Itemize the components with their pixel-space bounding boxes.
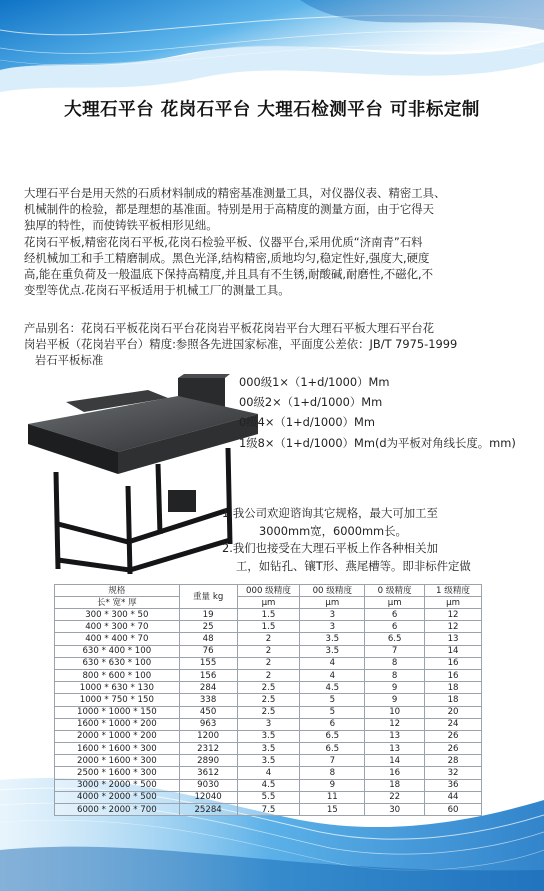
table-cell: 9 bbox=[300, 779, 365, 791]
table-cell: 12040 bbox=[179, 791, 237, 803]
table-cell: 630 * 400 * 100 bbox=[55, 645, 180, 657]
table-cell: 1600 * 1000 * 200 bbox=[55, 718, 180, 730]
header-cell: μm bbox=[300, 597, 365, 609]
table-row bbox=[55, 755, 482, 767]
table-cell: 44 bbox=[425, 791, 482, 803]
table-cell: 2 bbox=[237, 669, 300, 681]
table-cell: 7.5 bbox=[237, 804, 300, 816]
precision-line-00: 00级2×（1+d/1000）Mm bbox=[239, 395, 383, 409]
intro-line: 花岗石平板,精密花岗石平板,花岗石检验平板、仪器平台,采用优质“济南青”石料 bbox=[24, 234, 423, 249]
note-line: 工，如钻孔、镶T形、燕尾槽等。即非标件定做 bbox=[236, 558, 471, 573]
table-cell: 26 bbox=[425, 730, 482, 742]
table-cell: 9030 bbox=[179, 779, 237, 791]
table-cell: 12 bbox=[425, 609, 482, 621]
table-cell: 18 bbox=[425, 682, 482, 694]
table-cell: 20 bbox=[425, 706, 482, 718]
table-cell: 10 bbox=[365, 706, 425, 718]
table-cell: 2500 * 1600 * 300 bbox=[55, 767, 180, 779]
table-row bbox=[55, 694, 482, 706]
table-row bbox=[55, 633, 482, 645]
intro-line: 机械制件的检验，都是理想的基准面。特别是用于高精度的测量方面，由于它得天 bbox=[24, 202, 435, 217]
header-cell: μm bbox=[365, 597, 425, 609]
table-cell: 16 bbox=[425, 657, 482, 669]
table-cell: 1200 bbox=[179, 730, 237, 742]
table-cell: 2.5 bbox=[237, 682, 300, 694]
table-cell: 3.5 bbox=[300, 633, 365, 645]
table-cell: 2890 bbox=[179, 755, 237, 767]
table-cell: 6.5 bbox=[300, 730, 365, 742]
table-cell: 630 * 630 * 100 bbox=[55, 657, 180, 669]
precision-line-0: 0级4×（1+d/1000）Mm bbox=[239, 415, 375, 429]
table-cell: 24 bbox=[425, 718, 482, 730]
table-cell: 3000 * 2000 * 500 bbox=[55, 779, 180, 791]
table-cell: 4 bbox=[300, 669, 365, 681]
table-row bbox=[55, 682, 482, 694]
table-cell: 4 bbox=[300, 657, 365, 669]
table-cell: 7 bbox=[365, 645, 425, 657]
header-cell: μm bbox=[237, 597, 300, 609]
table-cell: 6.5 bbox=[300, 743, 365, 755]
table-cell: 11 bbox=[300, 791, 365, 803]
table-cell: 7 bbox=[300, 755, 365, 767]
table-cell: 400 * 300 * 70 bbox=[55, 621, 180, 633]
header-cell: 规格 bbox=[55, 585, 180, 597]
table-cell: 155 bbox=[179, 657, 237, 669]
table-cell: 963 bbox=[179, 718, 237, 730]
table-cell: 3.5 bbox=[237, 755, 300, 767]
table-cell: 2000 * 1600 * 300 bbox=[55, 755, 180, 767]
table-row bbox=[55, 621, 482, 633]
table-cell: 13 bbox=[365, 730, 425, 742]
precision-line-000: 000级1×（1+d/1000）Mm bbox=[239, 375, 390, 389]
spec-table bbox=[54, 584, 482, 816]
table-row bbox=[55, 743, 482, 755]
table-cell: 300 * 300 * 50 bbox=[55, 609, 180, 621]
notes-block bbox=[222, 505, 522, 575]
table-cell: 2 bbox=[237, 633, 300, 645]
table-row bbox=[55, 730, 482, 742]
table-cell: 8 bbox=[300, 767, 365, 779]
table-cell: 15 bbox=[300, 804, 365, 816]
table-cell: 5 bbox=[300, 694, 365, 706]
table-cell: 3 bbox=[300, 621, 365, 633]
header-cell: 1 级精度 bbox=[425, 585, 482, 597]
intro-line: 经机械加工和手工精磨制成。黑色光泽,结构精密,质地均匀,稳定性好,强度大,硬度 bbox=[24, 250, 430, 265]
header-cell: 重量 kg bbox=[179, 585, 237, 609]
table-cell: 3.5 bbox=[237, 730, 300, 742]
table-cell: 32 bbox=[425, 767, 482, 779]
table-cell: 5 bbox=[300, 706, 365, 718]
intro-paragraph-1 bbox=[24, 185, 520, 298]
table-cell: 14 bbox=[365, 755, 425, 767]
table-cell: 450 bbox=[179, 706, 237, 718]
precision-line-1: 1级8×（1+d/1000）Mm(d为平板对角线长度。mm) bbox=[239, 436, 516, 450]
table-row bbox=[55, 669, 482, 681]
table-cell: 60 bbox=[425, 804, 482, 816]
table-cell: 2 bbox=[237, 657, 300, 669]
table-row bbox=[55, 767, 482, 779]
table-cell: 6000 * 2000 * 700 bbox=[55, 804, 180, 816]
table-cell: 22 bbox=[365, 791, 425, 803]
table-cell: 1600 * 1600 * 300 bbox=[55, 743, 180, 755]
table-cell: 16 bbox=[425, 669, 482, 681]
intro-paragraph-2 bbox=[24, 320, 520, 369]
table-cell: 18 bbox=[365, 779, 425, 791]
table-cell: 25 bbox=[179, 621, 237, 633]
header-cell: 00 级精度 bbox=[300, 585, 365, 597]
table-cell: 26 bbox=[425, 743, 482, 755]
table-cell: 8 bbox=[365, 669, 425, 681]
table-cell: 19 bbox=[179, 609, 237, 621]
table-cell: 6.5 bbox=[365, 633, 425, 645]
table-row bbox=[55, 706, 482, 718]
table-cell: 4.5 bbox=[237, 779, 300, 791]
table-row bbox=[55, 779, 482, 791]
table-cell: 30 bbox=[365, 804, 425, 816]
table-cell: 2.5 bbox=[237, 694, 300, 706]
table-cell: 18 bbox=[425, 694, 482, 706]
table-cell: 6 bbox=[365, 621, 425, 633]
intro-line: 独厚的特性，而使铸铁平板相形见绌。 bbox=[24, 218, 218, 233]
table-cell: 1000 * 750 * 150 bbox=[55, 694, 180, 706]
note-line: 1.我公司欢迎谘询其它规格，最大可加工至 bbox=[222, 506, 438, 520]
note-line: 2.我们也接受在大理石平板上作各种相关加 bbox=[222, 541, 438, 555]
table-cell: 6 bbox=[365, 609, 425, 621]
intro-line: 产品别名：花岗石平板花岗石平台花岗岩平板花岗岩平台大理石平板大理石平台花 bbox=[24, 321, 435, 335]
table-row bbox=[55, 657, 482, 669]
intro-line: 变型等优点.花岗石平板适用于机械工厂的测量工具。 bbox=[24, 283, 290, 298]
table-cell: 3.5 bbox=[237, 743, 300, 755]
table-cell: 3612 bbox=[179, 767, 237, 779]
table-cell: 2000 * 1000 * 200 bbox=[55, 730, 180, 742]
table-cell: 1000 * 1000 * 150 bbox=[55, 706, 180, 718]
table-row bbox=[55, 645, 482, 657]
header-cell: 000 级精度 bbox=[237, 585, 300, 597]
table-cell: 156 bbox=[179, 669, 237, 681]
table-cell: 48 bbox=[179, 633, 237, 645]
table-cell: 9 bbox=[365, 682, 425, 694]
table-cell: 4.5 bbox=[300, 682, 365, 694]
table-row bbox=[55, 804, 482, 816]
table-cell: 1000 * 630 * 130 bbox=[55, 682, 180, 694]
table-cell: 4000 * 2000 * 500 bbox=[55, 791, 180, 803]
intro-line: 大理石平台是用天然的石质材料制成的精密基准测量工具，对仪器仪表、精密工具、 bbox=[24, 186, 446, 200]
page-title: 大理石平台 花岗石平台 大理石检测平台 可非标定制 bbox=[64, 100, 480, 120]
note-line: 3000mm宽，6000mm长。 bbox=[259, 523, 407, 538]
table-cell: 284 bbox=[179, 682, 237, 694]
table-cell: 2312 bbox=[179, 743, 237, 755]
table-cell: 3.5 bbox=[300, 645, 365, 657]
table-cell: 12 bbox=[425, 621, 482, 633]
table-cell: 13 bbox=[425, 633, 482, 645]
table-cell: 76 bbox=[179, 645, 237, 657]
table-cell: 6 bbox=[300, 718, 365, 730]
table-cell: 9 bbox=[365, 694, 425, 706]
table-cell: 2 bbox=[237, 645, 300, 657]
table-cell: 14 bbox=[425, 645, 482, 657]
intro-line: 岩石平板标准 bbox=[24, 353, 104, 368]
table-row bbox=[55, 718, 482, 730]
table-cell: 36 bbox=[425, 779, 482, 791]
table-cell: 3 bbox=[300, 609, 365, 621]
table-cell: 1.5 bbox=[237, 609, 300, 621]
header-cell: μm bbox=[425, 597, 482, 609]
table-cell: 13 bbox=[365, 743, 425, 755]
table-cell: 12 bbox=[365, 718, 425, 730]
table-cell: 4 bbox=[237, 767, 300, 779]
table-cell: 16 bbox=[365, 767, 425, 779]
table-cell: 338 bbox=[179, 694, 237, 706]
table-row bbox=[55, 609, 482, 621]
table-cell: 800 * 600 * 100 bbox=[55, 669, 180, 681]
table-row bbox=[55, 791, 482, 803]
table-cell: 400 * 400 * 70 bbox=[55, 633, 180, 645]
table-cell: 25284 bbox=[179, 804, 237, 816]
intro-line: 高,能在重负荷及一般温底下保持高精度,并且具有不生锈,耐酸碱,耐磨性,不磁化,不 bbox=[24, 267, 434, 282]
table-cell: 3 bbox=[237, 718, 300, 730]
table-cell: 5.5 bbox=[237, 791, 300, 803]
table-cell: 2.5 bbox=[237, 706, 300, 718]
table-cell: 28 bbox=[425, 755, 482, 767]
header-cell: 0 级精度 bbox=[365, 585, 425, 597]
table-cell: 8 bbox=[365, 657, 425, 669]
header-cell: 长* 宽* 厚 bbox=[55, 597, 180, 609]
table-cell: 1.5 bbox=[237, 621, 300, 633]
intro-line: 岗岩平板（花岗岩平台）精度:参照各先进国家标准，平面度公差依：JB/T 7975-1999 bbox=[24, 337, 458, 352]
